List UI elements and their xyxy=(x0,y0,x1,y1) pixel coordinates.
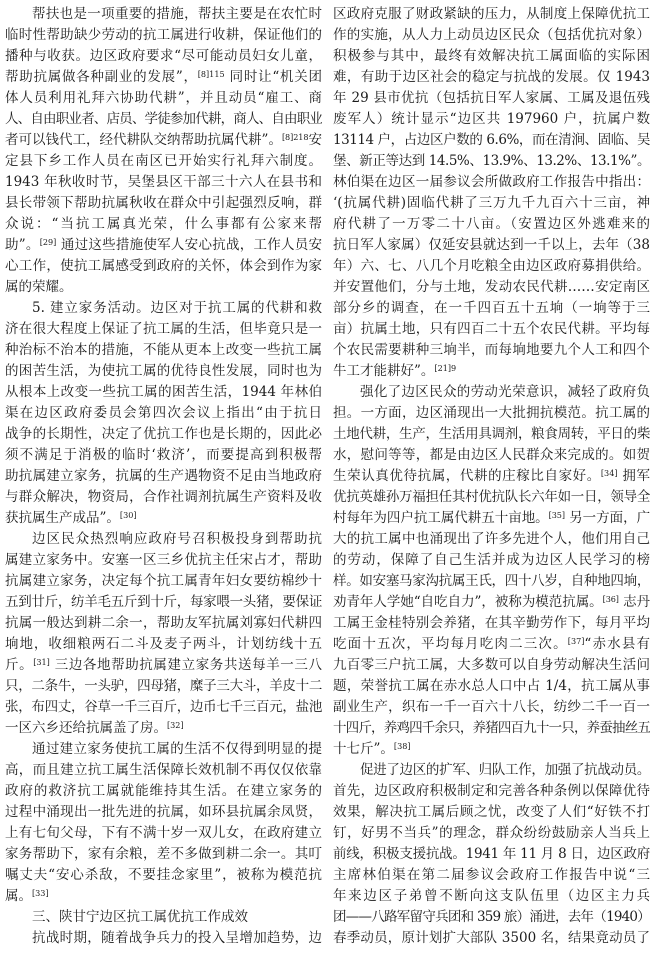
text-line xyxy=(5,424,322,445)
citation-marker: [29] xyxy=(39,236,57,247)
text-line xyxy=(333,592,650,613)
text-run: 水，慰问等等，都是由边区人民群众来完成的。如贺 xyxy=(333,447,650,463)
text-line xyxy=(333,340,650,361)
text-run: 吃面十五次，平均每月吃肉二三次。 xyxy=(333,636,568,652)
text-run: 过程中涌现出一批先进的抗属，如环县抗属余凤贤， xyxy=(5,804,322,820)
text-run: 九百零三户抗工属，大多数可以自身劳动解决生活问 xyxy=(333,657,650,673)
text-run: 安 xyxy=(308,132,322,148)
paragraph xyxy=(5,529,322,739)
text-line xyxy=(333,88,650,109)
text-run: 村每年为四户抗工属代耕五十亩地。 xyxy=(333,510,549,526)
text-run: “赤水县有 xyxy=(584,636,650,652)
text-run: 样。如安塞马家沟抗属王氏，四十八岁，自种地四垧， xyxy=(333,573,650,589)
text-run: 属的荣耀。 xyxy=(5,279,73,295)
text-run: 心工作，使抗工属感受到政府的关怀，体会到作为家 xyxy=(5,258,322,274)
text-line xyxy=(333,676,650,697)
text-run: 作的实施，从人力上动员边区民众（包括优抗对象） xyxy=(333,27,650,43)
text-line xyxy=(5,865,322,886)
text-run: 府代耕了一万零二十八亩。（安置边区外逃难来的 xyxy=(333,216,650,232)
text-run: 十七斤”。 xyxy=(333,741,394,757)
text-run: 志丹 xyxy=(618,594,650,610)
text-line xyxy=(333,844,650,865)
text-line xyxy=(5,697,322,718)
text-line xyxy=(5,88,322,109)
text-line xyxy=(5,550,322,571)
paragraph xyxy=(5,4,322,298)
text-line xyxy=(333,907,650,928)
text-line xyxy=(5,844,322,865)
text-run: 从根本上改变一些抗工属的困苦生活，1944 年林伯 xyxy=(5,384,322,400)
text-run: 抗属一般达到耕二余一，帮助友军抗属刘寡妇代耕四 xyxy=(5,615,322,631)
text-run: 与群众解决，物资局，合作社调剂抗属生产资料及收 xyxy=(5,489,322,505)
text-run: 劝青年人学她“自吃自力”，被称为模范抗属。 xyxy=(333,594,603,610)
text-run: 五到廿斤，纺羊毛五斤到十斤，每家喂一头猪，要保证 xyxy=(5,594,322,610)
text-run: 属建立家务中。安塞一区三乡优抗主任宋占才，帮助 xyxy=(5,552,322,568)
text-run: 亩）抗属土地，只有四百二十五个农民代耕。平均每 xyxy=(333,321,650,337)
paragraph xyxy=(333,760,650,949)
text-line xyxy=(5,67,322,88)
text-run: 13114 户，占边区户数的 6.6%，而在清涧、固临、吴 xyxy=(333,132,650,148)
text-line xyxy=(5,235,322,256)
citation-marker: [35] xyxy=(548,509,565,520)
text-run: 首先，边区政府积极制定和完善各种条例以保障优待 xyxy=(333,783,650,799)
text-run: 政府的救济抗工属就能维持其生活。在建立家务的 xyxy=(5,783,322,799)
text-run: 边区民众热烈响应政府号召积极投身到帮助抗 xyxy=(32,531,322,547)
text-line xyxy=(5,130,322,151)
right-column xyxy=(333,4,650,949)
citation-marker: [37] xyxy=(567,635,585,646)
text-run: 部分乡的调查，在一千四百五十五垧（一垧等于三 xyxy=(333,300,650,316)
text-run: 同时让“机关团 xyxy=(224,69,322,85)
paragraph xyxy=(5,739,322,907)
text-line xyxy=(333,928,650,949)
text-line xyxy=(5,676,322,697)
text-run: 种治标不治本的措施，不能从更本上改变一些抗工属 xyxy=(5,342,322,358)
text-run: 县长带领下帮助抗属秋收在群众中引起强烈反响，群 xyxy=(5,195,322,211)
text-line xyxy=(5,718,322,739)
text-line xyxy=(333,403,650,424)
text-run: 土地代耕，生产，生活用具调剂，粮食周转，平日的柴 xyxy=(333,426,650,442)
text-line xyxy=(333,193,650,214)
text-run: 副业生产，织布一千一百六十八长，纺纱二千一百一 xyxy=(333,699,650,715)
text-line xyxy=(333,886,650,907)
text-line xyxy=(5,928,322,949)
text-line xyxy=(333,697,650,718)
text-run: 通过建立家务使抗工属的生活不仅得到明显的提 xyxy=(32,741,322,757)
text-run: 促进了边区的扩军、归队工作，加强了抗战动员。 xyxy=(360,762,650,778)
text-run: 上有七旬父母，下有不满十岁一双儿女，在政府建立 xyxy=(5,825,322,841)
text-line xyxy=(333,445,650,466)
text-run: 者可以钱代工，经代耕队交纳帮助抗属代耕”。 xyxy=(5,132,282,148)
text-run: 优抗英雄孙万福担任其村优抗队长六年如一日，领导全 xyxy=(333,489,650,505)
text-run: 属。 xyxy=(5,888,32,904)
text-run: 区政府克服了财政紧缺的压力，从制度上保障优抗工 xyxy=(333,6,650,22)
text-run: 高，而且建立抗工属生活保障长效机制不再仅仅依靠 xyxy=(5,762,322,778)
text-line xyxy=(5,4,322,25)
text-run: 牛工才能耕好”。 xyxy=(333,363,435,379)
text-run: 战争的长期性，决定了优抗工作也是长期的，因此必 xyxy=(5,426,322,442)
text-line xyxy=(333,67,650,88)
text-line xyxy=(333,130,650,151)
text-run: 拥军 xyxy=(617,468,650,484)
text-run: 团——八路军留守兵团和 359 旅）涌进，去年（1940） xyxy=(333,909,650,925)
text-line xyxy=(333,760,650,781)
text-line xyxy=(5,592,322,613)
left-column xyxy=(5,4,322,949)
text-line xyxy=(5,319,322,340)
text-run: 三边各地帮助抗属建立家务共送每羊一三八 xyxy=(49,657,322,673)
citation-marker: [31] xyxy=(33,656,50,667)
paragraph xyxy=(5,298,322,529)
text-run: 帮助抗属做各种副业的发展”， xyxy=(5,69,198,85)
text-run: 担。一方面，边区涌现出一大批拥抗模范。抗工属的 xyxy=(333,405,650,421)
text-line xyxy=(333,781,650,802)
citation-marker: [33] xyxy=(32,887,49,898)
text-run: 通过这些措施使军人安心抗战，工作人员安 xyxy=(56,237,322,253)
text-run: 抗属建立家务，决定每个抗工属青年妇女要纺棉纱十 xyxy=(5,573,322,589)
text-run: 定县下乡工作人员在南区已开始实行礼拜六制度。 xyxy=(5,153,322,169)
text-line xyxy=(333,256,650,277)
text-run: 嘱丈夫“安心杀敌，不要挂念家里”，被称为模范抗 xyxy=(5,867,322,883)
text-line xyxy=(333,235,650,256)
text-run: 人、自由职业者、店员、学徒参加代耕，商人、自由职业 xyxy=(5,111,322,127)
text-line xyxy=(333,109,650,130)
text-run: 林伯渠在边区一届参议会所做政府工作报告中指出： xyxy=(333,174,650,190)
text-run: 积极参与其中，最终有效解决抗工属面临的实际困 xyxy=(333,48,650,64)
text-line xyxy=(333,550,650,571)
text-run: 难，有助于边区社会的稳定与抗战的发展。仅 1943 xyxy=(333,69,650,85)
paragraph xyxy=(333,382,650,760)
text-line xyxy=(333,151,650,172)
text-line xyxy=(5,403,322,424)
section-heading xyxy=(5,907,322,928)
text-run: 三、陕甘宁边区抗工属优抗工作成效 xyxy=(32,909,248,925)
text-line xyxy=(5,46,322,67)
text-run: 堡、新正等达到 14.5%、13.9%、13.2%、13.1%”。 xyxy=(333,153,650,169)
text-run: 年来边区子弟曾不断向这支队伍里（边区主力兵 xyxy=(333,888,650,904)
text-run: 工属王金桂特别会养猪，在其辛勤劳作下，每月平均 xyxy=(333,615,650,631)
text-run: 强化了边区民众的劳动光荣意识，减轻了政府负 xyxy=(360,384,650,400)
text-line xyxy=(5,739,322,760)
text-line xyxy=(333,361,650,382)
text-line xyxy=(333,718,650,739)
text-run: 垧地，收细粮两石二斗及麦子两斗，计划纺线十五 xyxy=(5,636,322,652)
text-line xyxy=(333,277,650,298)
text-line xyxy=(5,382,322,403)
text-line xyxy=(5,193,322,214)
text-line xyxy=(5,445,322,466)
text-run: 另一方面，广 xyxy=(564,510,650,526)
text-run: 帮扶也是一项重要的措施，帮扶主要是在农忙时 xyxy=(32,6,322,22)
text-line xyxy=(333,508,650,529)
text-line xyxy=(5,907,322,928)
text-line xyxy=(333,46,650,67)
text-line xyxy=(5,298,322,319)
citation-marker: [36] xyxy=(602,593,619,604)
text-run: ‘(抗属代耕)固临代耕了三万九千九百六十三亩，神 xyxy=(333,195,650,211)
text-line xyxy=(333,4,650,25)
citation-marker: [8]115 xyxy=(197,68,225,79)
text-line xyxy=(5,802,322,823)
text-line xyxy=(5,655,322,676)
text-line xyxy=(5,613,322,634)
text-line xyxy=(5,340,322,361)
text-run: 张，布四丈，谷草一千三百斤，边币七千三百元，盐池 xyxy=(5,699,322,715)
text-line xyxy=(5,151,322,172)
text-run: 播种与收获。边区政府要求“尽可能动员妇女儿童， xyxy=(5,48,322,64)
text-run: 年 29 县市优抗（包括抗日军人家属、工属及退伍残 xyxy=(333,90,650,106)
text-line xyxy=(333,823,650,844)
text-run: 获抗属生产成品”。 xyxy=(5,510,120,526)
text-run: 春季动员，原计划扩大部队 3500 名，结果竟动员了 xyxy=(333,930,650,946)
text-line xyxy=(333,802,650,823)
text-line xyxy=(5,886,322,907)
text-run: 抗日军人家属）仅延安县就达到一千以上，去年（38 xyxy=(333,237,650,253)
text-run: 主席林伯渠在第二届参议会政府工作报告中说“三 xyxy=(333,867,650,883)
text-line xyxy=(333,214,650,235)
text-line xyxy=(5,760,322,781)
text-line xyxy=(5,214,322,235)
text-line xyxy=(5,109,322,130)
text-run: 大的抗工属中也涌现出了许多先进个人，他们用自己 xyxy=(333,531,650,547)
text-run: 的劳动，保障了自己生活并成为边区人民学习的榜 xyxy=(333,552,650,568)
text-line xyxy=(5,508,322,529)
text-line xyxy=(5,487,322,508)
text-line xyxy=(333,382,650,403)
citation-marker: [8]218 xyxy=(281,131,309,142)
text-run: 须不满足于消极的临时‘救济’，而要提高到积极帮 xyxy=(5,447,322,463)
text-run: 一区六乡还给抗属盖了房。 xyxy=(5,720,167,736)
text-run: 家务帮助下，家有余粮，差不多做到耕二余一。其叮 xyxy=(5,846,322,862)
citation-marker: [34] xyxy=(600,467,618,478)
paragraph xyxy=(333,4,650,382)
text-run: 体人员利用礼拜六协助代耕”，并且动员“雇工、商 xyxy=(5,90,322,106)
text-line xyxy=(333,865,650,886)
text-run: 个农民需要耕种三垧半，而每垧地要九个人工和四个 xyxy=(333,342,650,358)
text-line xyxy=(5,571,322,592)
text-run: 1943 年秋收时节，吴堡县区干部三十六人在县书和 xyxy=(5,174,322,190)
text-run: 并安置他们，分与土地，发动农民代耕……安定南区 xyxy=(333,279,650,295)
text-run: 的困苦生活，为使抗工属的优待良性发展，同时也为 xyxy=(5,363,322,379)
text-line xyxy=(333,529,650,550)
text-line xyxy=(5,529,322,550)
text-line xyxy=(333,298,650,319)
text-line xyxy=(5,25,322,46)
text-run: 题，荣誉抗工属在赤水总人口中占 1/4，抗工属从事 xyxy=(333,678,650,694)
text-line xyxy=(333,613,650,634)
text-run: 只，二条牛，一头驴，四母猪，糜子三大斗，羊皮十二 xyxy=(5,678,322,694)
text-run: 年）六、七、八几个月吃粮全由边区政府募捐供给。 xyxy=(333,258,650,274)
text-line xyxy=(5,781,322,802)
text-run: 生荣认真优待抗属，代耕的庄稼比自家好。 xyxy=(333,468,601,484)
text-line xyxy=(5,823,322,844)
text-line xyxy=(5,634,322,655)
text-run: 钉，好男不当兵”的理念，群众纷纷鼓励亲人当兵上 xyxy=(333,825,650,841)
text-run: 渠在边区政府委员会第四次会议上指出“由于抗日 xyxy=(5,405,322,421)
text-line xyxy=(333,655,650,676)
text-line xyxy=(333,25,650,46)
text-run: 效果，解决抗工属后顾之忧，改变了人们“好铁不打 xyxy=(333,804,650,820)
citation-marker: [38] xyxy=(393,740,411,751)
text-run: 斤。 xyxy=(5,657,34,673)
text-line xyxy=(5,256,322,277)
text-line xyxy=(333,487,650,508)
text-run: 临时性帮助缺少劳动的抗工属进行收耕，保证他们的 xyxy=(5,27,322,43)
text-line xyxy=(333,466,650,487)
text-line xyxy=(333,634,650,655)
text-line xyxy=(5,172,322,193)
text-line xyxy=(333,424,650,445)
citation-marker: [32] xyxy=(167,719,184,730)
text-line xyxy=(5,466,322,487)
text-line xyxy=(333,739,650,760)
text-run: 助抗属建立家务，抗属的生产遇物资不足由当地政府 xyxy=(5,468,322,484)
text-line xyxy=(333,571,650,592)
citation-marker: [30] xyxy=(119,509,137,520)
text-run: 5. 建立家务活动。边区对于抗工属的代耕和救 xyxy=(32,300,322,316)
text-run: 十四斤，养鸡四千余只，养猪四百九十一只，养蚕抽丝五 xyxy=(333,720,650,736)
text-run: 济在很大程度上保证了抗工属的生活，但毕竟只是一 xyxy=(5,321,322,337)
text-line xyxy=(5,277,322,298)
text-run: 助”。 xyxy=(5,237,40,253)
paragraph xyxy=(5,928,322,949)
text-run: 前线，积极支援抗战。1941 年 11 月 8 日，边区政府 xyxy=(333,846,650,862)
text-run: 废军人）统计显示“边区共 197960 户，抗属户数 xyxy=(333,111,650,127)
citation-marker: [21]9 xyxy=(434,362,457,373)
text-line xyxy=(333,319,650,340)
text-line xyxy=(333,172,650,193)
text-line xyxy=(5,361,322,382)
text-run: 众说：“当抗工属真光荣，什么事都有公家来帮 xyxy=(5,216,322,232)
text-run: 抗战时期，随着战争兵力的投入呈增加趋势，边 xyxy=(32,930,322,946)
